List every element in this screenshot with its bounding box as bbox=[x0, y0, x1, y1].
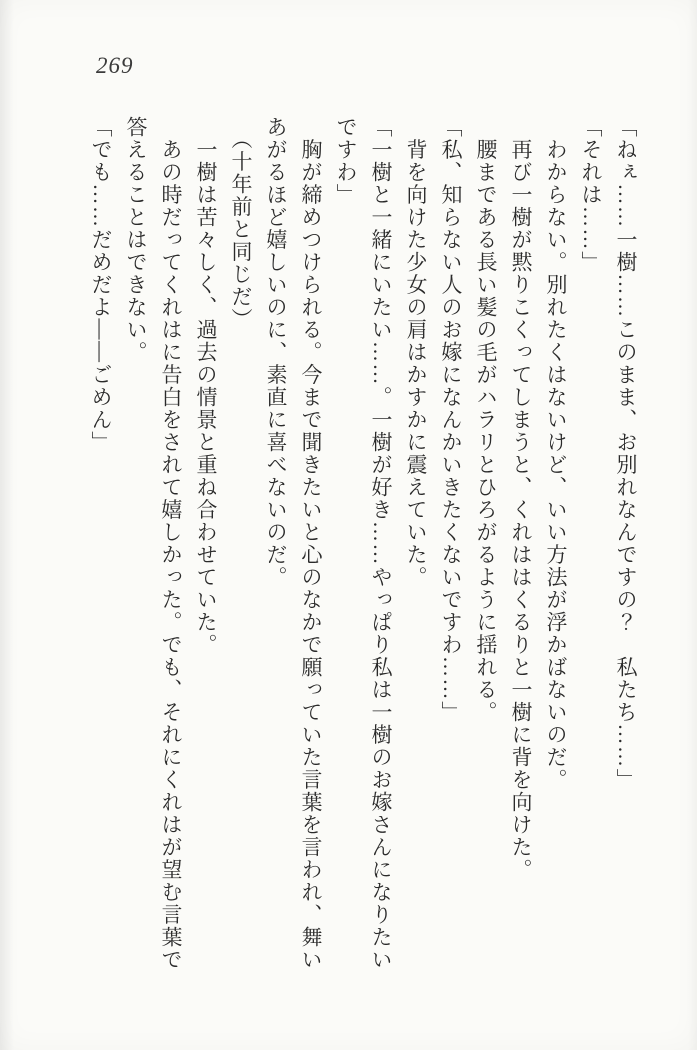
text-line-11: あがるほど嬉しいのに、素直に喜べないのだ。 bbox=[264, 116, 288, 589]
text-line-16: 「でも……だめだよ――ごめん」 bbox=[89, 116, 113, 454]
text-line-8: 「一樹と一緒にいたい……。一樹が好き……やっぱり私は一樹のお嫁さんになりたい bbox=[369, 116, 393, 971]
text-line-7: 背を向けた少女の肩はかすかに震えていた。 bbox=[404, 116, 428, 589]
text-line-3: わからない。別れたくはないけど、いい方法が浮かばないのだ。 bbox=[544, 116, 568, 791]
text-line-6: 「私、知らない人のお嫁になんかいきたくないですわ……」 bbox=[439, 116, 463, 724]
text-line-14: あの時だってくれはに告白をされて嬉しかった。でも、それにくれはが望む言葉で bbox=[159, 116, 183, 971]
text-line-10: 胸が締めつけられる。今まで聞きたいと心のなかで願っていた言葉を言われ、舞い bbox=[299, 116, 323, 971]
text-line-1: 「ねぇ……一樹……このまま、お別れなんですの？ 私たち……」 bbox=[614, 116, 638, 791]
text-line-2: 「それは……」 bbox=[579, 116, 603, 274]
text-line-4: 再び一樹が黙りこくってしまうと、くれははくるりと一樹に背を向けた。 bbox=[509, 116, 533, 881]
text-line-13: 一樹は苦々しく、過去の情景と重ね合わせていた。 bbox=[194, 116, 218, 656]
text-line-12: （十年前と同じだ） bbox=[229, 116, 253, 331]
text-block bbox=[83, 116, 643, 982]
text-line-9: ですわ」 bbox=[334, 116, 358, 206]
text-line-5: 腰まである長い髪の毛がハラリとひろがるように揺れる。 bbox=[474, 116, 498, 724]
text-line-15: 答えることはできない。 bbox=[124, 116, 148, 364]
page-number: 269 bbox=[96, 53, 134, 78]
